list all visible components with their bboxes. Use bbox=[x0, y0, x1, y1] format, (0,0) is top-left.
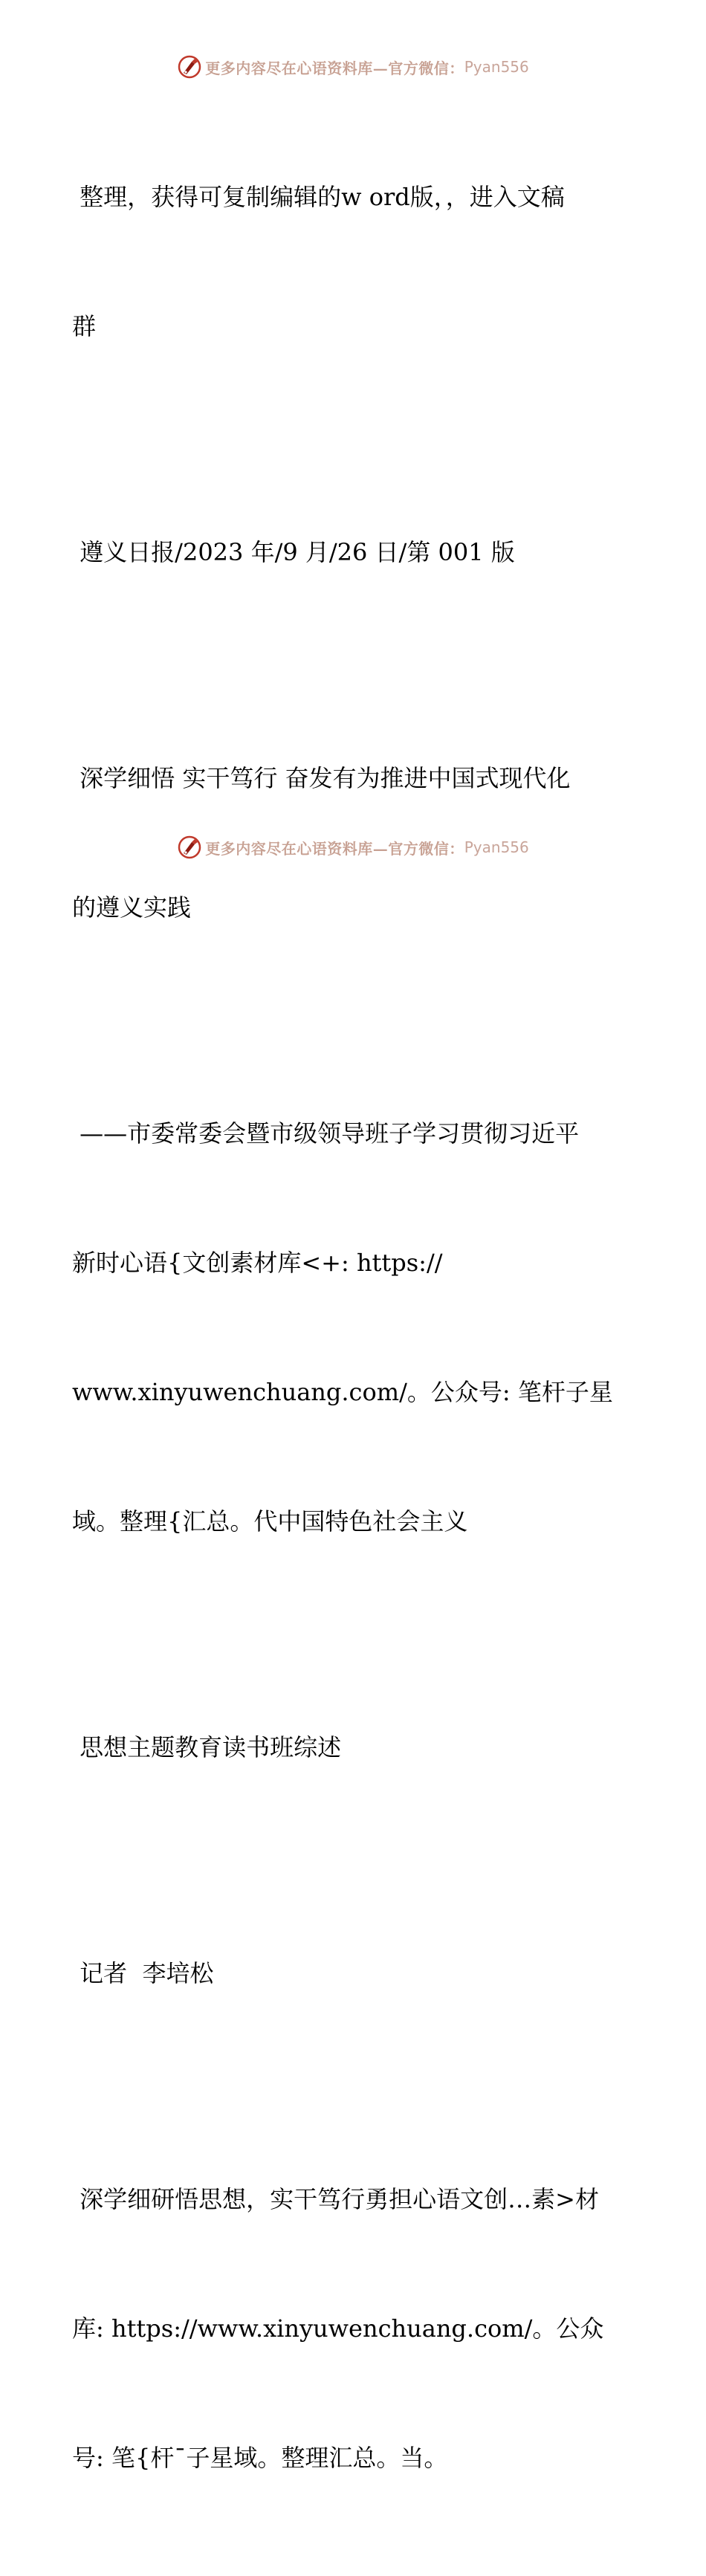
paragraph-source bbox=[72, 444, 637, 660]
paragraph-body bbox=[72, 2091, 637, 2566]
paragraph-intro bbox=[72, 89, 637, 434]
text-line: ——市委常委会暨市级领导班子学习贯彻习近平 bbox=[72, 1119, 580, 1148]
text-line: 遵义日报/2023 年/9 月/26 日/第 001 版 bbox=[72, 538, 515, 566]
header-watermark bbox=[0, 52, 706, 82]
text-line: www.xinyuwenchuang.com/。公众号: 笔杆子星 bbox=[72, 1378, 613, 1406]
watermark-handle: Pyan556 bbox=[464, 838, 529, 856]
text-line: 域。整理{汇总。代中国特色社会主义 bbox=[72, 1507, 468, 1535]
watermark-handle: Pyan556 bbox=[464, 58, 529, 76]
text-line: 库: https://www.xinyuwenchuang.com/。公众 bbox=[72, 2314, 604, 2343]
paragraph-subtitle-end bbox=[72, 1640, 637, 1855]
paragraph-byline bbox=[72, 1865, 637, 2081]
footer-watermark bbox=[0, 832, 706, 862]
watermark-text: 更多内容尽在心语资料库—官方微信： bbox=[205, 839, 464, 858]
text-line: 群 bbox=[72, 312, 97, 340]
text-line: 记者 李培松 bbox=[72, 1959, 214, 1987]
text-line: 整理，获得可复制编辑的w ord版，，进入文稿 bbox=[72, 183, 565, 211]
document-body bbox=[72, 89, 637, 2576]
text-line: 号: 笔{杆¯子星域。整理汇总。当。 bbox=[72, 2444, 448, 2472]
text-line: 思想主题教育读书班综述 bbox=[72, 1733, 342, 1761]
text-line: 深学细悟 实干笃行 奋发有为推进中国式现代化 bbox=[72, 764, 571, 792]
text-line: 新时心语{文创素材库<+: https:// bbox=[72, 1249, 443, 1277]
pen-nib-seal-icon bbox=[177, 835, 202, 860]
text-line: 的遵义实践 bbox=[72, 893, 192, 922]
text-line: 深学细研悟思想，实干笃行勇担心语文创…素>材 bbox=[72, 2185, 599, 2213]
paragraph-subtitle bbox=[72, 1026, 637, 1629]
watermark-text: 更多内容尽在心语资料库—官方微信： bbox=[205, 59, 464, 77]
pen-nib-seal-icon bbox=[177, 54, 202, 80]
